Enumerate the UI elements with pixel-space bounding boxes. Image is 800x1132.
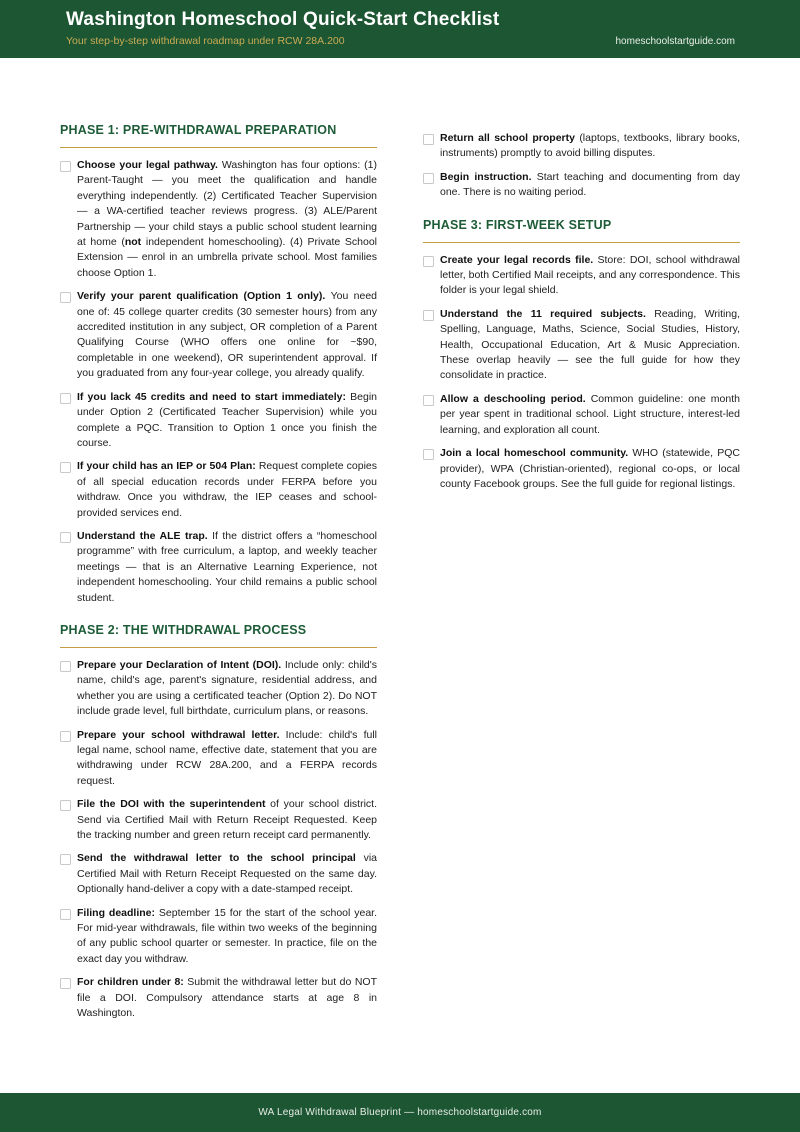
checkbox-icon — [60, 731, 71, 742]
checklist-item — [423, 392, 740, 438]
checkbox-icon — [60, 292, 71, 303]
item-body-text: Request complete copies of all special education records under FERPA before you withdraw. Once you withdraw, the IEP ceases and school-provided services end. — [77, 460, 377, 519]
item-lead: Create your legal records file. — [440, 253, 598, 266]
item-lead: Prepare your Declaration of Intent (DOI). — [77, 658, 285, 671]
item-lead: Filing deadline: — [77, 906, 159, 919]
item-lead: Prepare your school withdrawal letter. — [77, 728, 286, 741]
item-body-text: Store: DOI, school withdrawal letter, both Certified Mail receipts, and any correspondence. This folder is your legal shield. — [440, 253, 740, 297]
checklist-item — [60, 728, 377, 790]
checkbox-icon — [60, 854, 71, 865]
item-lead: Understand the 11 required subjects. — [440, 307, 655, 320]
item-body-text: Begin under Option 2 (Certificated Teacher Supervision) while you complete a PQC. Transition to Option 1 once you finish the course. — [77, 390, 377, 449]
checkbox-icon — [60, 661, 71, 672]
checklist-body — [0, 123, 800, 1022]
phase-section-heading — [60, 123, 377, 148]
checkbox-icon — [423, 134, 434, 145]
footer-text: WA Legal Withdrawal Blueprint — homeschoolstartguide.com — [258, 1107, 542, 1118]
item-body-text: If the district offers a “homeschool programme” with free curriculum, a laptop, and weekly teacher meetings — that is an Alternative Learning Experience, not independent homeschooling. Your child remains a public school student. — [77, 529, 377, 604]
checkbox-icon — [423, 449, 434, 460]
checklist-item — [60, 529, 377, 606]
checklist-item — [60, 906, 377, 968]
column-left — [60, 123, 377, 1022]
page-header — [0, 0, 800, 58]
phase-section-heading — [423, 218, 740, 243]
checklist-item — [60, 390, 377, 452]
item-body-text: of your school district. Send via Certified Mail with Return Receipt Requested. Keep the tracking number and green return receipt card permanently. — [77, 798, 377, 842]
checklist-item — [423, 446, 740, 492]
item-lead: Join a local homeschool community. — [440, 447, 633, 460]
page-subtitle: Your step-by-step withdrawal roadmap under RCW 28A.200 — [66, 35, 345, 47]
item-body-text: Submit the withdrawal letter but do NOT file a DOI. Compulsory attendance starts at age 8 in Washington. — [77, 976, 377, 1020]
phase-section-heading — [60, 623, 377, 648]
item-body-bold: not — [124, 236, 142, 249]
item-body-text: Washington has four options: (1) Parent-Taught — you meet the qualification and handle everything independently. (2) Certificated Teacher Supervision — a WA-certified teacher reviews progress. (3) ALE/Parent Partnership — your child stays a public school student learning at home ( — [77, 159, 377, 249]
checklist-item — [423, 170, 740, 201]
item-body-text: (laptops, textbooks, library books, instruments) promptly to avoid billing disputes. — [440, 132, 740, 160]
page-title: Washington Homeschool Quick-Start Checklist — [66, 9, 500, 30]
item-body-text: independent homeschooling). (4) Private School Extension — enrol in an umbrella private school. Most families choose Option 1. — [77, 236, 377, 279]
checkbox-icon — [60, 800, 71, 811]
checkbox-icon — [423, 310, 434, 321]
gold-rule — [423, 242, 740, 243]
gold-rule — [60, 147, 377, 148]
item-lead: If your child has an IEP or 504 Plan: — [77, 460, 259, 473]
page-footer — [0, 1093, 800, 1132]
checkbox-icon — [60, 532, 71, 543]
checkbox-icon — [423, 395, 434, 406]
item-lead: Return all school property — [440, 132, 580, 144]
item-body-text: via Certified Mail with Return Receipt Requested on the same day. Optionally hand-deliver a copy with a date-stamped receipt. — [77, 852, 377, 896]
item-lead: Understand the ALE trap. — [77, 529, 213, 542]
item-body-text: Start teaching and documenting from day one. There is no waiting period. — [440, 170, 741, 199]
item-lead: Verify your parent qualification (Option 1 only). — [77, 290, 331, 303]
checklist-item — [60, 658, 377, 720]
column-right — [423, 123, 740, 1022]
checkbox-icon — [423, 256, 434, 267]
checklist-item — [60, 975, 377, 1021]
header-site-url: homeschoolstartguide.com — [615, 36, 735, 47]
item-lead: Begin instruction. — [440, 170, 537, 183]
item-lead: Allow a deschooling period. — [440, 392, 591, 405]
checkbox-icon — [60, 393, 71, 404]
checklist-item — [423, 131, 740, 162]
item-lead: File the DOI with the superintendent — [77, 798, 271, 811]
item-lead: Send the withdrawal letter to the school principal — [77, 852, 364, 865]
phase-title: PHASE 1: PRE-WITHDRAWAL PREPARATION — [60, 123, 337, 137]
phase-title: PHASE 3: FIRST-WEEK SETUP — [423, 217, 612, 232]
phase-title: PHASE 2: THE WITHDRAWAL PROCESS — [60, 622, 307, 637]
item-body-text: Include: child's full legal name, school name, effective date, statement that you are withdrawing under RCW 28A.200, and a FERPA records request. — [77, 728, 377, 787]
item-body-text: You need one of: 45 college quarter credits (30 semester hours) from any accredited institution in any subject, OR completion of a Parent Qualifying Course (WHO offers one online for ~$90, completable in one weekend), OR superintendent approval. If you graduated from any four-year college, you already qualify. — [77, 290, 377, 380]
checklist-item — [60, 797, 377, 843]
gold-rule — [60, 647, 377, 648]
item-lead: For children under 8: — [77, 976, 188, 989]
item-body-text: Reading, Writing, Spelling, Language, Maths, Science, Social Studies, History, Health, Occupational Education, Art & Music Appreciation. These overlap heavily — see the full guide for how they consolidate in practice. — [440, 307, 740, 382]
item-body-text: September 15 for the start of the school year. For mid-year withdrawals, file within two weeks of the beginning of any public school quarter or semester. In practice, file on the exact day you withdraw. — [77, 906, 378, 965]
checklist-item — [60, 851, 377, 897]
checkbox-icon — [423, 173, 434, 184]
checkbox-icon — [60, 161, 71, 172]
item-body-text: WHO (statewide, PQC provider), WPA (Christian-oriented), regional co-ops, or local county Facebook groups. See the full guide for regional listings. — [440, 447, 740, 490]
item-body-text: Common guideline: one month per year spent in traditional school. Light structure, interest-led learning, and exploration all count. — [440, 392, 740, 436]
item-lead: Choose your legal pathway. — [77, 159, 222, 171]
checkbox-icon — [60, 978, 71, 989]
item-lead: If you lack 45 credits and need to start immediately: — [77, 390, 351, 403]
checkbox-icon — [60, 909, 71, 920]
item-body-text: Include only: child's name, child's age, parent's signature, residential address, and whether you are using a certificated teacher (Option 2). Do NOT include grade level, full birthdate, curriculum plans, or reasons. — [77, 658, 377, 718]
checklist-item — [423, 307, 740, 384]
checklist-item — [60, 158, 377, 281]
checkbox-icon — [60, 462, 71, 473]
checklist-item — [60, 289, 377, 381]
checklist-item — [60, 459, 377, 521]
checklist-item — [423, 253, 740, 299]
